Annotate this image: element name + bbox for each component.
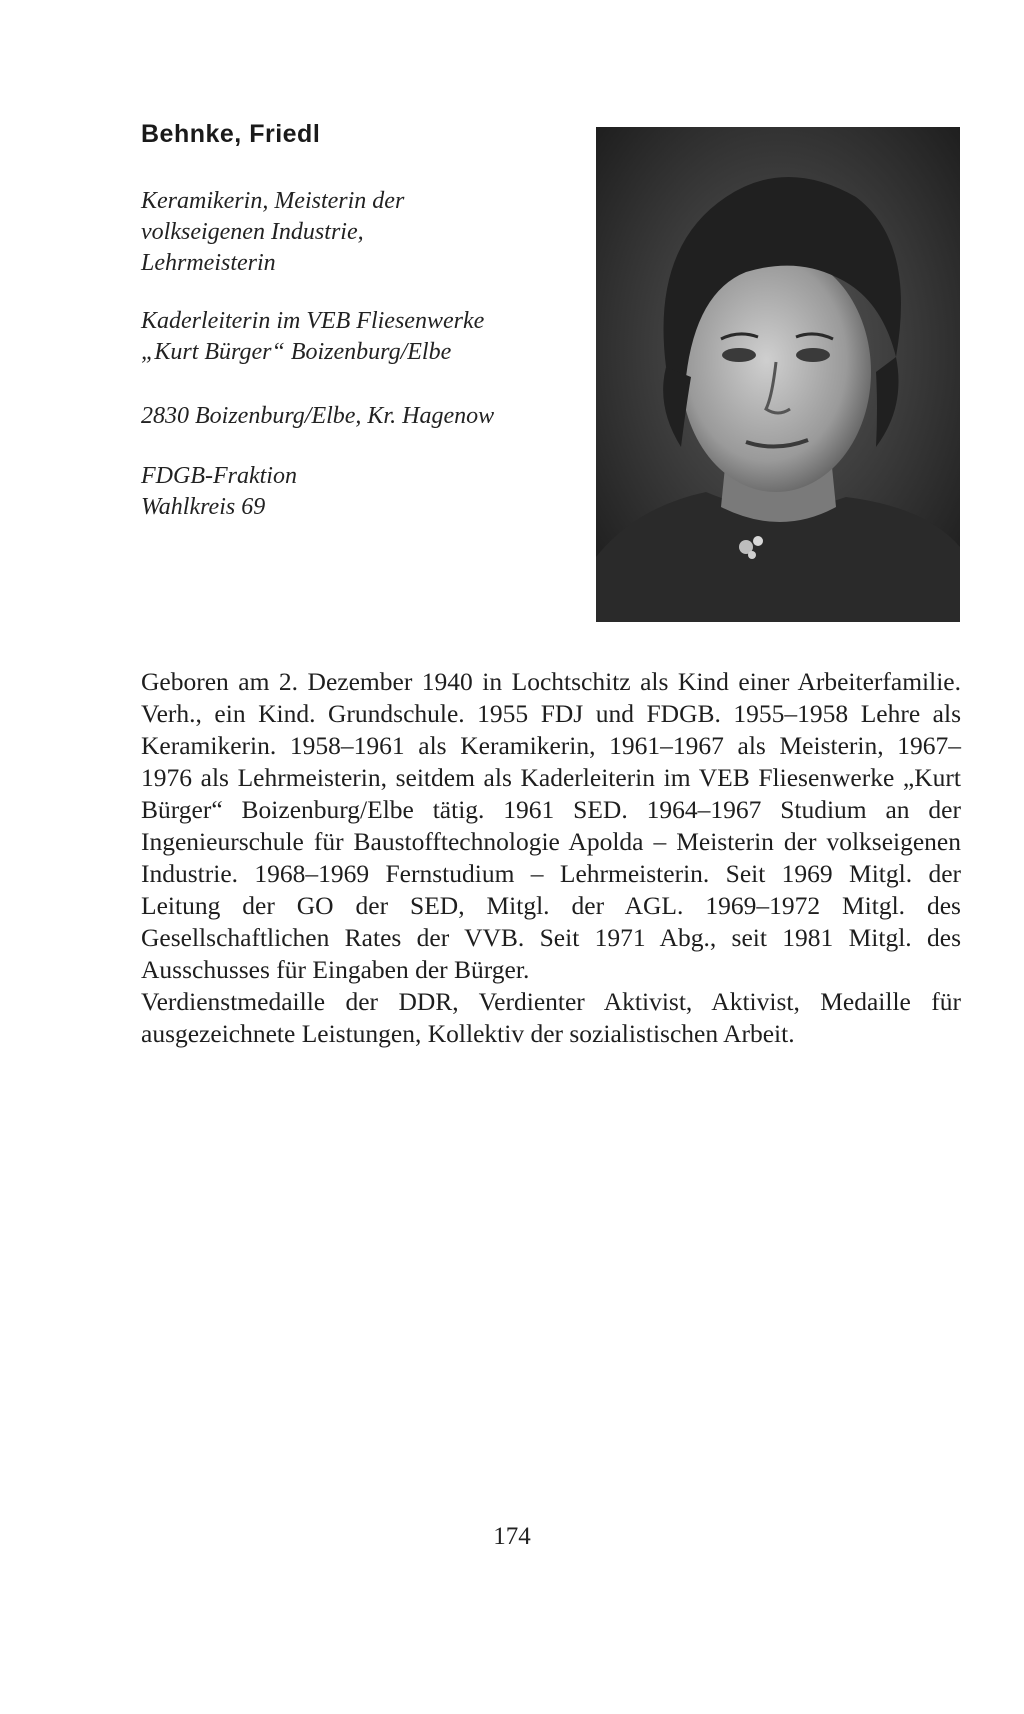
- person-name: Behnke, Friedl: [141, 120, 321, 148]
- address-line: 2830 Boizenburg/Elbe, Kr. Hagenow: [141, 403, 495, 429]
- address-block: [141, 401, 495, 432]
- roles-block: [141, 186, 451, 279]
- page-number: 174: [493, 1523, 531, 1550]
- employment-block: [141, 306, 485, 368]
- biography-text: [141, 666, 961, 1050]
- constituency-line: Wahlkreis 69: [141, 494, 266, 520]
- biography-paragraph: Geboren am 2. Dezember 1940 in Lochtschitz als Kind einer Arbeiterfamilie. Verh., ein Kind. Grundschule. 1955 FDJ und FDGB. 1955–1958 Lehre als Keramikerin. 1958–1961 als Keramikerin, 1961–1967 als Meisterin, 1967–1976 als Lehrmeisterin, seitdem als Kaderleiterin im VEB Fliesenwerke „Kurt Bürger“ Boizenburg/Elbe tätig. 1961 SED. 1964–1967 Studium an der Ingenieurschule für Baustofftechnologie Apolda – Meisterin der volkseigenen Industrie. 1968–1969 Fernstudium – Lehrmeisterin. Seit 1969 Mitgl. der Leitung der GO der SED, Mitgl. der AGL. 1969–1972 Mitgl. des Gesellschaftlichen Rates der VVB. Seit 1971 Abg., seit 1981 Mitgl. des Ausschusses für Eingaben der Bürger.: [141, 667, 961, 984]
- role-line: volkseigenen Industrie,: [141, 219, 364, 245]
- portrait-illustration: [596, 127, 960, 622]
- awards-paragraph: Verdienstmedaille der DDR, Verdienter Aktivist, Aktivist, Medaille für ausgezeichnete Leistungen, Kollektiv der sozialistischen Arbeit.: [141, 987, 961, 1048]
- portrait-photo: [596, 127, 960, 622]
- role-line: Lehrmeisterin: [141, 250, 276, 276]
- employment-line: Kaderleiterin im VEB Fliesenwerke: [141, 308, 485, 334]
- fraction-line: FDGB-Fraktion: [141, 463, 297, 489]
- fraction-block: [141, 461, 451, 523]
- employment-line: „Kurt Bürger“ Boizenburg/Elbe: [141, 339, 452, 365]
- role-line: Keramikerin, Meisterin der: [141, 188, 405, 214]
